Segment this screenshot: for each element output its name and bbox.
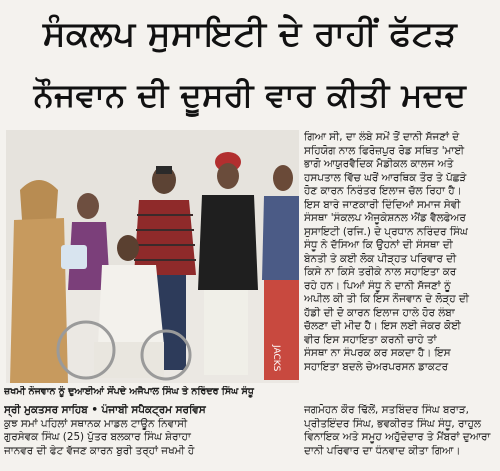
article-line: ਬੇਨਤੀ ਤੇ ਕਈ ਲੋਕ ਪੀੜ੍ਹਤ ਪਰਿਵਾਰ ਦੀ	[304, 252, 457, 265]
article-line: ਜਾਨਵਰ ਦੀ ਫੇਟ ਵੱਜਣ ਕਾਰਨ ਬੁਰੀ ਤਰ੍ਹਾਂ ਜਖਮੀ ਹੋ	[4, 444, 195, 457]
article-line: ਸੰਧੂ ਨੇ ਦੱਸਿਆ ਕਿ ਉਹਨਾਂ ਦੀ ਸੰਸਥਾ ਦੀ	[304, 239, 453, 251]
article-bottom-right	[304, 404, 496, 458]
article-line: ਦਾਨੀ ਪਰਿਵਾਰ ਦਾ ਧੰਨਵਾਦ ਕੀਤਾ ਗਿਆ।	[304, 444, 461, 457]
article-line: ਕਿਸੇ ਨਾ ਕਿਸੇ ਤਰੀਕੇ ਨਾਲ ਸਹਾਇਤਾ ਕਰ	[304, 266, 457, 278]
headline-line-1: ਸੰਕਲਪ ਸੁਸਾਇਟੀ ਦੇ ਰਾਹੀਂ ਫੱਟੜ	[42, 14, 458, 54]
article-line: ਕੁਝ ਸਮਾਂ ਪਹਿਲਾਂ ਸਥਾਨਕ ਮਾਡਲ ਟਾਊਨ ਨਿਵਾਸੀ	[4, 417, 188, 430]
article-bottom	[4, 404, 496, 470]
article-line: ਰਹੇ ਹਨ। ਪਿਆਂ ਸੰਧੂ ਨੇ ਦਾਨੀ ਸੱਜਣਾਂ ਨੂੰ	[304, 279, 451, 292]
headline-line-2: ਨੌਜਵਾਨ ਦੀ ਦੂਸਰੀ ਵਾਰ ਕੀਤੀ ਮਦਦ	[33, 76, 467, 114]
article-line: ਸੰਸਥਾ ਨਾ ਸੰਪਰਕ ਕਰ ਸਕਦਾ ਹੈ। ਇਸ	[304, 347, 451, 359]
article-line: ਹੱਡੀ ਦੀ ਦੋ ਕਾਰਨ ਇਲਾਜ ਹਾਲੇ ਹੋਰ ਲੰਬਾ	[304, 306, 455, 319]
article-line: ਸਹਿਯੋਗ ਨਾਲ ਫਿਰੋਜ਼ਪੁਰ ਰੋਡ ਸਥਿਤ 'ਮਾਈ	[304, 144, 465, 157]
article-line: ਹਸਪਤਾਲ ਵਿੱਚ ਘਰੋਂ ਆਰਥਿਕ ਤੌਰ ਤੇ ਪੱਛੜੇ	[304, 171, 467, 184]
article-bottom-left	[4, 404, 300, 458]
photo-caption: ਜ਼ਖਮੀ ਨੌਜਵਾਨ ਨੂੰ ਦੁਆਈਆਂ ਸੌਂਪਦੇ ਅਜੈਪਾਲ ਸਿੰਘ ਤੇ ਨਰਿੰਦਰ ਸਿੰਘ ਸੰਧੂ	[4, 386, 254, 397]
photo-illustration	[6, 130, 299, 383]
article-line: ਪ੍ਰੀਤਇੰਦਰ ਸਿੰਘ, ਭਵਕੀਰਤ ਸਿੰਘ ਸੰਧੂ, ਰਾਹੁਲ	[304, 417, 481, 430]
article-line: ਅਪੀਲ ਕੀ ਤੀ ਕਿ ਇਸ ਨੌਜਵਾਨ ਦੇ ਲੋੜ੍ਹ ਦੀ	[304, 293, 469, 305]
article-line: ਚੱਲਣਾ ਦੀ ਮੀਦ ਹੈ। ਇਸ ਲਈ ਜੇਕਰ ਕੋਈ	[304, 320, 461, 332]
article-line: ਗੁਰਸੇਵਕ ਸਿੰਘ (25) ਪੁੱਤਰ ਬਲਕਾਰ ਸਿੰਘ ਸ਼ੇਰਾਹਾ	[4, 431, 191, 444]
article-line: ਗਿਆ ਸੀ, ਦਾ ਲੰਬੇ ਸਮੇਂ ਤੋਂ ਦਾਨੀ ਸੱਜਣਾਂ ਦੇ	[304, 131, 460, 143]
article-line: ਭਾਗੋ ਆਯੁਰਵੈਦਿਕ ਮੈਡੀਕਲ ਕਾਲਜ ਅਤੇ	[304, 158, 454, 170]
article-line: ਸੰਸਥਾ 'ਸੰਕਲਪ ਐਜੂਕੇਸ਼ਨਲ ਐਂਡ ਵੈਲਫੇਅਰ	[304, 212, 466, 224]
jersey-text: JACKS	[271, 345, 281, 372]
article-dateline: ਸ੍ਰੀ ਮੁਕਤਸਰ ਸਾਹਿਬ • ਪੰਜਾਬੀ ਸਪੈਕਟ੍ਰਮ ਸਰਵਿਸ	[4, 404, 206, 416]
article-line: ਇਸ ਬਾਰੇ ਜਾਣਕਾਰੀ ਦਿੰਦਿਆਂ ਸਮਾਜ ਸੇਵੀ	[304, 198, 461, 211]
article-line: ਸੁਸਾਇਟੀ (ਰਜਿ.) ਦੇ ਪ੍ਰਧਾਨ ਨਰਿੰਦਰ ਸਿੰਘ	[304, 225, 468, 238]
article-line: ਸਹਾਇਤਾ ਬਦਲੇ ਚੇਅਰਪਰਸਨ ਡਾਕਟਰ	[304, 360, 449, 373]
article-line: ਵੀਰ ਇਸ ਸਹਾਇਤਾ ਕਰਨੀ ਚਾਹੇ ਤਾਂ	[304, 333, 437, 346]
article-line: ਜਗਮੋਹਨ ਕੌਰ ਢਿੱਲੋਂ, ਸਤਬਿੰਦਰ ਸਿੰਘ ਬਰਾੜ,	[304, 404, 469, 416]
article-line: ਵਿਨਾਇਕ ਅਤੇ ਸਮੂਹ ਅਹੁੱਦੇਦਾਰ ਤੇ ਮੈਂਬਰਾਂ ਦੁਆਰਾ	[304, 431, 491, 444]
article-right-column	[304, 131, 496, 379]
news-photo	[6, 130, 299, 383]
article-line: ਹੋਣ ਕਾਰਨ ਨਿਰੰਤਰ ਇਲਾਜ ਚੱਲ ਰਿਹਾ ਹੈ।	[304, 185, 462, 197]
